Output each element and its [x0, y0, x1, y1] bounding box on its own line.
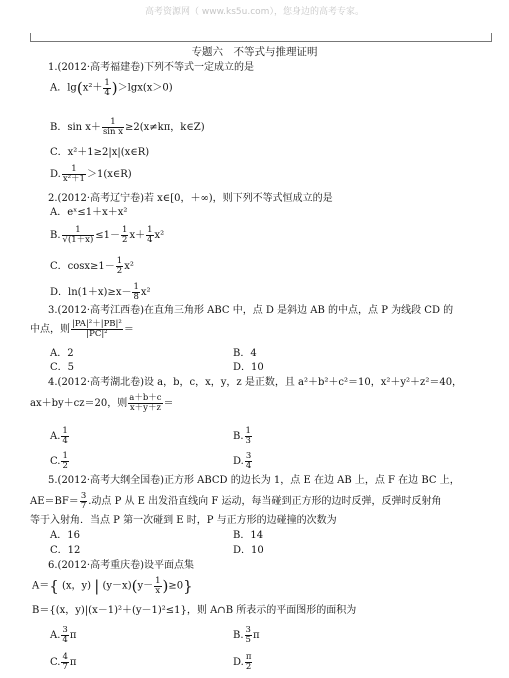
q1-a-prefix: A．lg — [50, 82, 77, 94]
q5-option-a: A．16 — [50, 530, 80, 541]
q6-stem: 6.(2012·高考重庆卷)设平面点集 — [48, 560, 194, 571]
q3-option-d: D．10 — [233, 362, 264, 373]
q1-stem: 1.(2012·高考福建卷)下列不等式一定成立的是 — [48, 62, 254, 73]
q6-option-c: C. $\frac{4}{7}$ π — [50, 652, 77, 672]
q1-a-post: ＞lgx(x＞0) — [117, 82, 173, 94]
q3-option-b: B．4 — [233, 348, 257, 359]
paren-left: ( — [76, 79, 83, 97]
header-rule — [30, 41, 492, 42]
q1-option-c: C．x²＋1≥2|x|(x∈R) — [50, 147, 150, 158]
q3-option-c: C．5 — [50, 362, 75, 373]
q5-stem-line1: 5.(2012·高考大纲全国卷)正方形 ABCD 的边长为 1，点 E 在边 AB 上，点 F 在边 BC 上， — [48, 475, 460, 486]
q1-option-a — [50, 78, 173, 99]
q6-option-a: A. $\frac{3}{4}$ π — [50, 625, 77, 645]
q1-option-b: B．sin x＋ $\frac{1}{\text{sin x}}$ ≥2(x≠kπ，k∈Z) — [50, 117, 205, 137]
q1-d-frac: $\frac{1}{\text{x²＋1}}$ — [62, 164, 85, 184]
q1-a-x: x²＋ — [82, 82, 103, 94]
q1-a-frac: $\frac{1}{4}$ — [104, 77, 110, 98]
q4-option-b: B. $\frac{1}{3}$ — [233, 426, 251, 446]
q5-stem-line2: AE＝BF＝ $\frac{3}{7}$ .动点 P 从 E 出发沿直线向 F 运动，每当碰到正方形的边时反弹，反弹时反射角 — [30, 491, 442, 511]
q6-set-b: B＝{(x，y)|(x－1)²＋(y－1)²≤1}，则 A∩B 所表示的平面图形的面积为 — [32, 605, 357, 616]
q4-option-d: D. $\frac{3}{4}$ — [233, 451, 252, 471]
q2-option-d: D．ln(1＋x)≥x－ $\frac{1}{8}$ x² — [50, 282, 151, 302]
q6-set-a: A＝{ (x，y) | (y－x)(y－ $\frac{1}{x}$ )≥0} — [32, 575, 193, 596]
q2-option-c: C．cosx≥1－ $\frac{1}{2}$ x² — [50, 256, 134, 276]
q5-stem-line3: 等于入射角．当点 P 第一次碰到 E 时，P 与正方形的边碰撞的次数为 — [30, 515, 337, 526]
q1-option-d: D. $\frac{1}{\text{x²＋1}}$ ＞1(x∈R) — [50, 164, 132, 184]
q2-stem: 2.(2012·高考辽宁卷)若 x∈[0，＋∞)，则下列不等式恒成立的是 — [48, 193, 333, 204]
header-watermark: 高考资源网（ www.ks5u.com），您身边的高考专家。 — [145, 7, 364, 17]
q3-stem-line1: 3.(2012·高考江西卷)在直角三角形 ABC 中，点 D 是斜边 AB 的中点，点 P 为线段 CD 的 — [48, 305, 454, 316]
q3-option-a: A．2 — [50, 348, 74, 359]
q2-option-b: B. $\frac{1}{√(1+x)}$ ≤1－ $\frac{1}{2}$ x＋ $\frac{1}{4}$ x² — [50, 225, 165, 245]
q2-option-a: A．eˣ≤1＋x＋x² — [50, 207, 128, 218]
q4-option-a: A. $\frac{1}{4}$ — [50, 426, 68, 446]
q5-option-c: C．12 — [50, 545, 81, 556]
q5-option-b: B．14 — [233, 530, 264, 541]
q4-option-c: C. $\frac{1}{2}$ — [50, 451, 68, 471]
q6-option-d: D. $\frac{\pi}{2}$ — [233, 652, 252, 672]
page-title: 专题六 不等式与推理证明 — [191, 46, 318, 58]
q3-stem-line2: 中点，则 $\frac{\text{|PA|²＋|PB|²}}{\text{|PC|²}}$ ＝ — [30, 319, 134, 339]
paren-right: ) — [111, 79, 118, 97]
q5-option-d: D．10 — [233, 545, 264, 556]
q1-b-frac: $\frac{1}{\text{sin x}}$ — [102, 117, 123, 137]
q4-stem-line1: 4.(2012·高考湖北卷)设 a，b，c，x，y，z 是正数，且 a²＋b²＋c²＝10，x²＋y²＋z²＝40， — [48, 377, 463, 388]
q6-option-b: B. $\frac{3}{5}$ π — [233, 625, 260, 645]
q4-stem-line2: ax＋by＋cz＝20，则 $\frac{a+b+c}{x+y+z}$ ＝ — [30, 393, 174, 413]
